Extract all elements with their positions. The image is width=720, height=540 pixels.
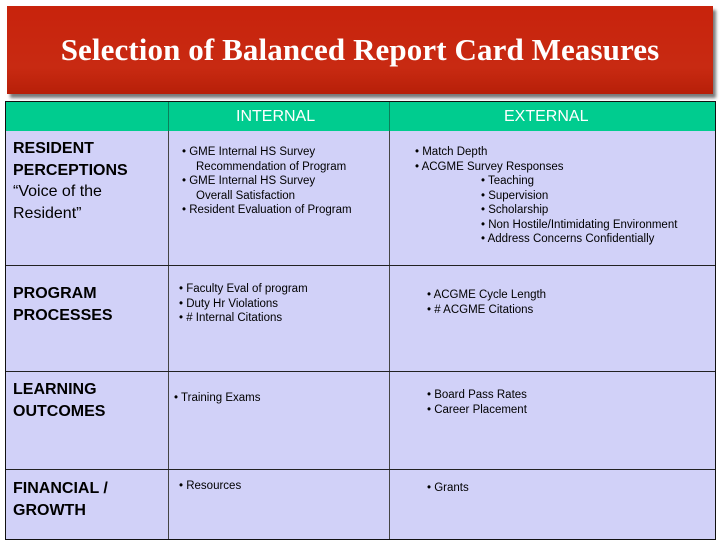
category-line: FINANCIAL / [13,480,108,497]
measure-item: • GME Internal HS Survey [182,175,316,187]
title-banner [7,6,713,94]
category-line: LEARNING [13,381,97,398]
external-measures [427,481,469,496]
measure-item: • ACGME Survey Responses [415,160,564,173]
column-divider [168,372,169,469]
category-line: RESIDENT [13,140,94,157]
row-category [13,138,128,224]
column-divider [168,266,169,371]
measure-item: Recommendation of Program [196,160,347,173]
category-line: GROWTH [13,501,86,519]
category-line: Resident” [13,204,82,222]
internal-measures [179,479,241,494]
measure-item: • Teaching [481,175,535,187]
measure-item: • GME Internal HS Survey [182,146,316,158]
category-line: “Voice of the [13,183,102,200]
table-row [6,266,715,372]
measure-item: • ACGME Cycle Length [427,289,547,301]
external-measures [427,388,527,417]
measure-item: • Scholarship [481,204,549,216]
measures-table [5,101,716,540]
column-divider [389,470,390,539]
category-line: PROGRAM [13,285,97,302]
table-row [6,372,715,470]
measure-item: • Resources [179,480,242,492]
measure-item: • Resident Evaluation of Program [182,204,352,216]
column-divider [168,470,169,539]
measure-item: • Training Exams [174,392,261,404]
column-divider [389,102,390,131]
measure-item: • # Internal Citations [179,312,283,324]
internal-measures [179,282,308,326]
measure-item: • Grants [427,482,469,494]
measure-item: • Faculty Eval of program [179,283,308,295]
measure-item: • Match Depth [415,146,488,158]
external-measures [427,288,546,317]
measure-item: • # ACGME Citations [427,303,534,316]
internal-header: INTERNAL [236,108,316,125]
internal-measures [182,145,352,218]
external-measures [415,145,677,247]
measure-item: • Duty Hr Violations [179,297,279,310]
column-divider [168,131,169,265]
row-category [13,283,113,326]
measure-item: • Board Pass Rates [427,389,527,401]
measure-item: • Career Placement [427,403,527,416]
measure-item: • Non Hostile/Intimidating Environment [481,218,678,231]
column-divider [389,372,390,469]
category-line: OUTCOMES [13,402,106,420]
column-divider [168,102,169,131]
category-line: PERCEPTIONS [13,161,128,179]
measure-item: • Supervision [481,189,549,202]
row-category [13,478,108,521]
slide-title: Selection of Balanced Report Card Measures [60,32,660,67]
table-header-row [6,102,715,132]
table-row [6,131,715,266]
measure-item: • Address Concerns Confidentially [481,233,655,245]
category-line: PROCESSES [13,306,113,324]
column-divider [389,131,390,265]
row-category [13,379,105,422]
external-header: EXTERNAL [504,108,589,125]
internal-measures [174,391,260,406]
column-divider [389,266,390,371]
table-row [6,470,715,539]
measure-item: Overall Satisfaction [196,189,296,202]
